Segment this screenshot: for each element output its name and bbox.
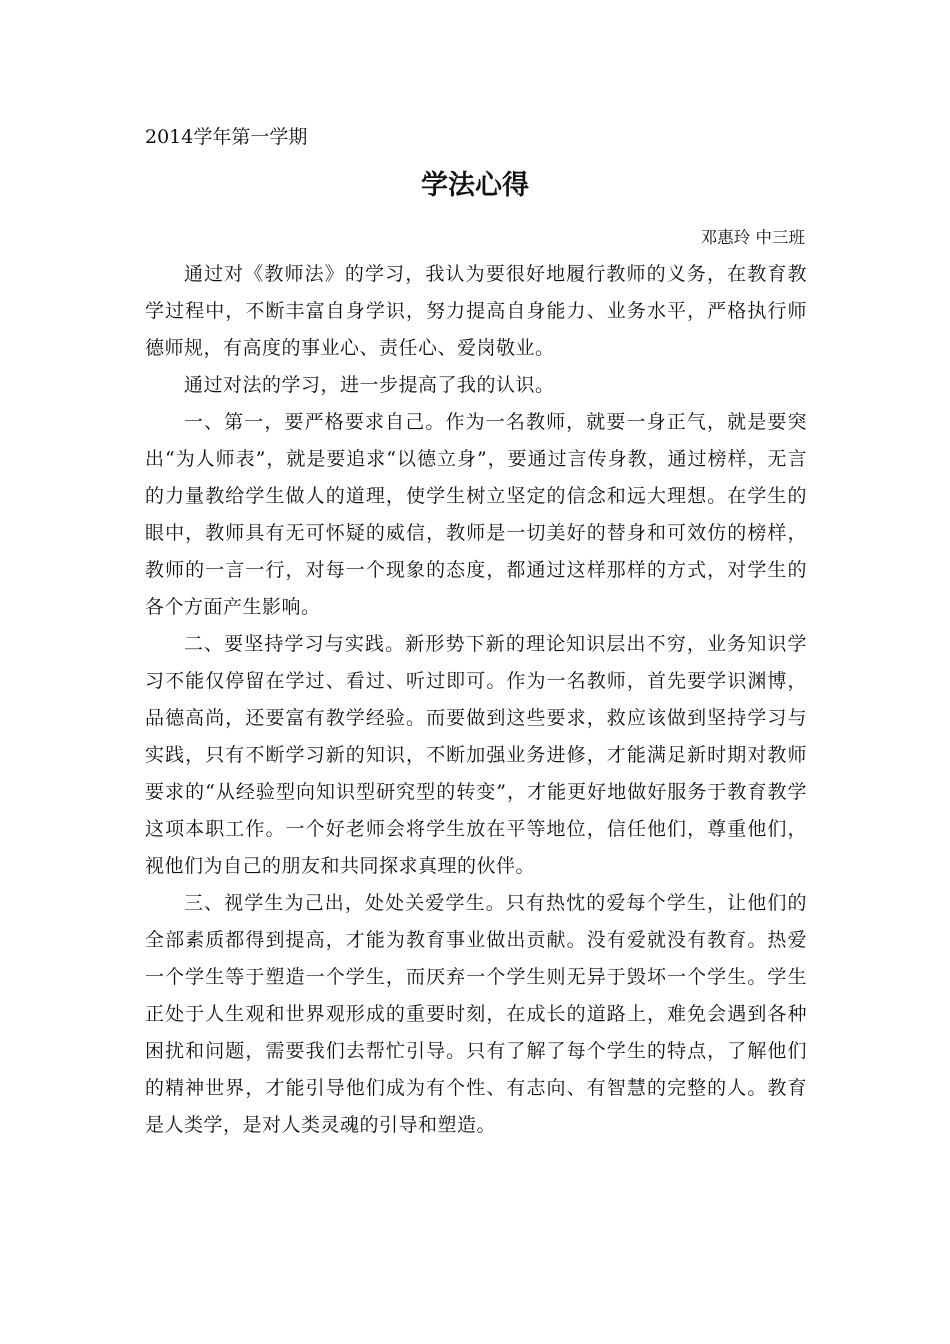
paragraph-5: 三、视学生为己出，处处关爱学生。只有热忱的爱每个学生，让他们的全部素质都得到提高，才能为教育事业做出贡献。没有爱就没有教育。热爱一个学生等于塑造一个学生，而厌弃一个学生则无异于毁坏一个学生。学生正处于人生观和世界观形成的重要时刻，在成长的道路上，难免会遇到各种困扰和问题，需要我们去帮忙引导。只有了解了每个学生的特点，了解他们的精神世界，才能引导他们成为有个性、有志向、有智慧的完整的人。教育是人类学，是对人类灵魂的引导和塑造。 bbox=[145, 892, 807, 1136]
paragraph-2: 通过对法的学习，进一步提高了我的认识。 bbox=[183, 374, 555, 396]
document-title: 学法心得 bbox=[421, 170, 529, 201]
author-line: 邓惠玲 中三班 bbox=[700, 228, 805, 247]
term-heading: 2014学年第一学期 bbox=[145, 126, 308, 148]
paragraph-3: 一、第一，要严格要求自己。作为一名教师，就要一身正气，就是要突出“为人师表”，就是要追求“以德立身”，要通过言传身教，通过榜样，无言的力量教给学生做人的道理，使学生树立坚定的信念和远大理想。在学生的眼中，教师具有无可怀疑的威信，教师是一切美好的替身和可效仿的榜样，教师的一言一行，对每一个现象的态度，都通过这样那样的方式，对学生的各个方面产生影响。 bbox=[145, 411, 807, 618]
paragraph-1: 通过对《教师法》的学习，我认为要很好地履行教师的义务，在教育教学过程中，不断丰富自身学识，努力提高自身能力、业务水平，严格执行师德师规，有高度的事业心、责任心、爱岗敬业。 bbox=[145, 263, 807, 359]
paragraph-4: 二、要坚持学习与实践。新形势下新的理论知识层出不穷，业务知识学习不能仅停留在学过、看过、听过即可。作为一名教师，首先要学识渊博，品德高尚，还要富有教学经验。而要做到这些要求，救应该做到坚持学习与实践，只有不断学习新的知识，不断加强业务进修，才能满足新时期对教师要求的“从经验型向知识型研究型的转变”，才能更好地做好服务于教育教学这项本职工作。一个好老师会将学生放在平等地位，信任他们，尊重他们，视他们为自己的朋友和共同探求真理的伙伴。 bbox=[145, 633, 807, 877]
document-body bbox=[145, 256, 807, 1144]
